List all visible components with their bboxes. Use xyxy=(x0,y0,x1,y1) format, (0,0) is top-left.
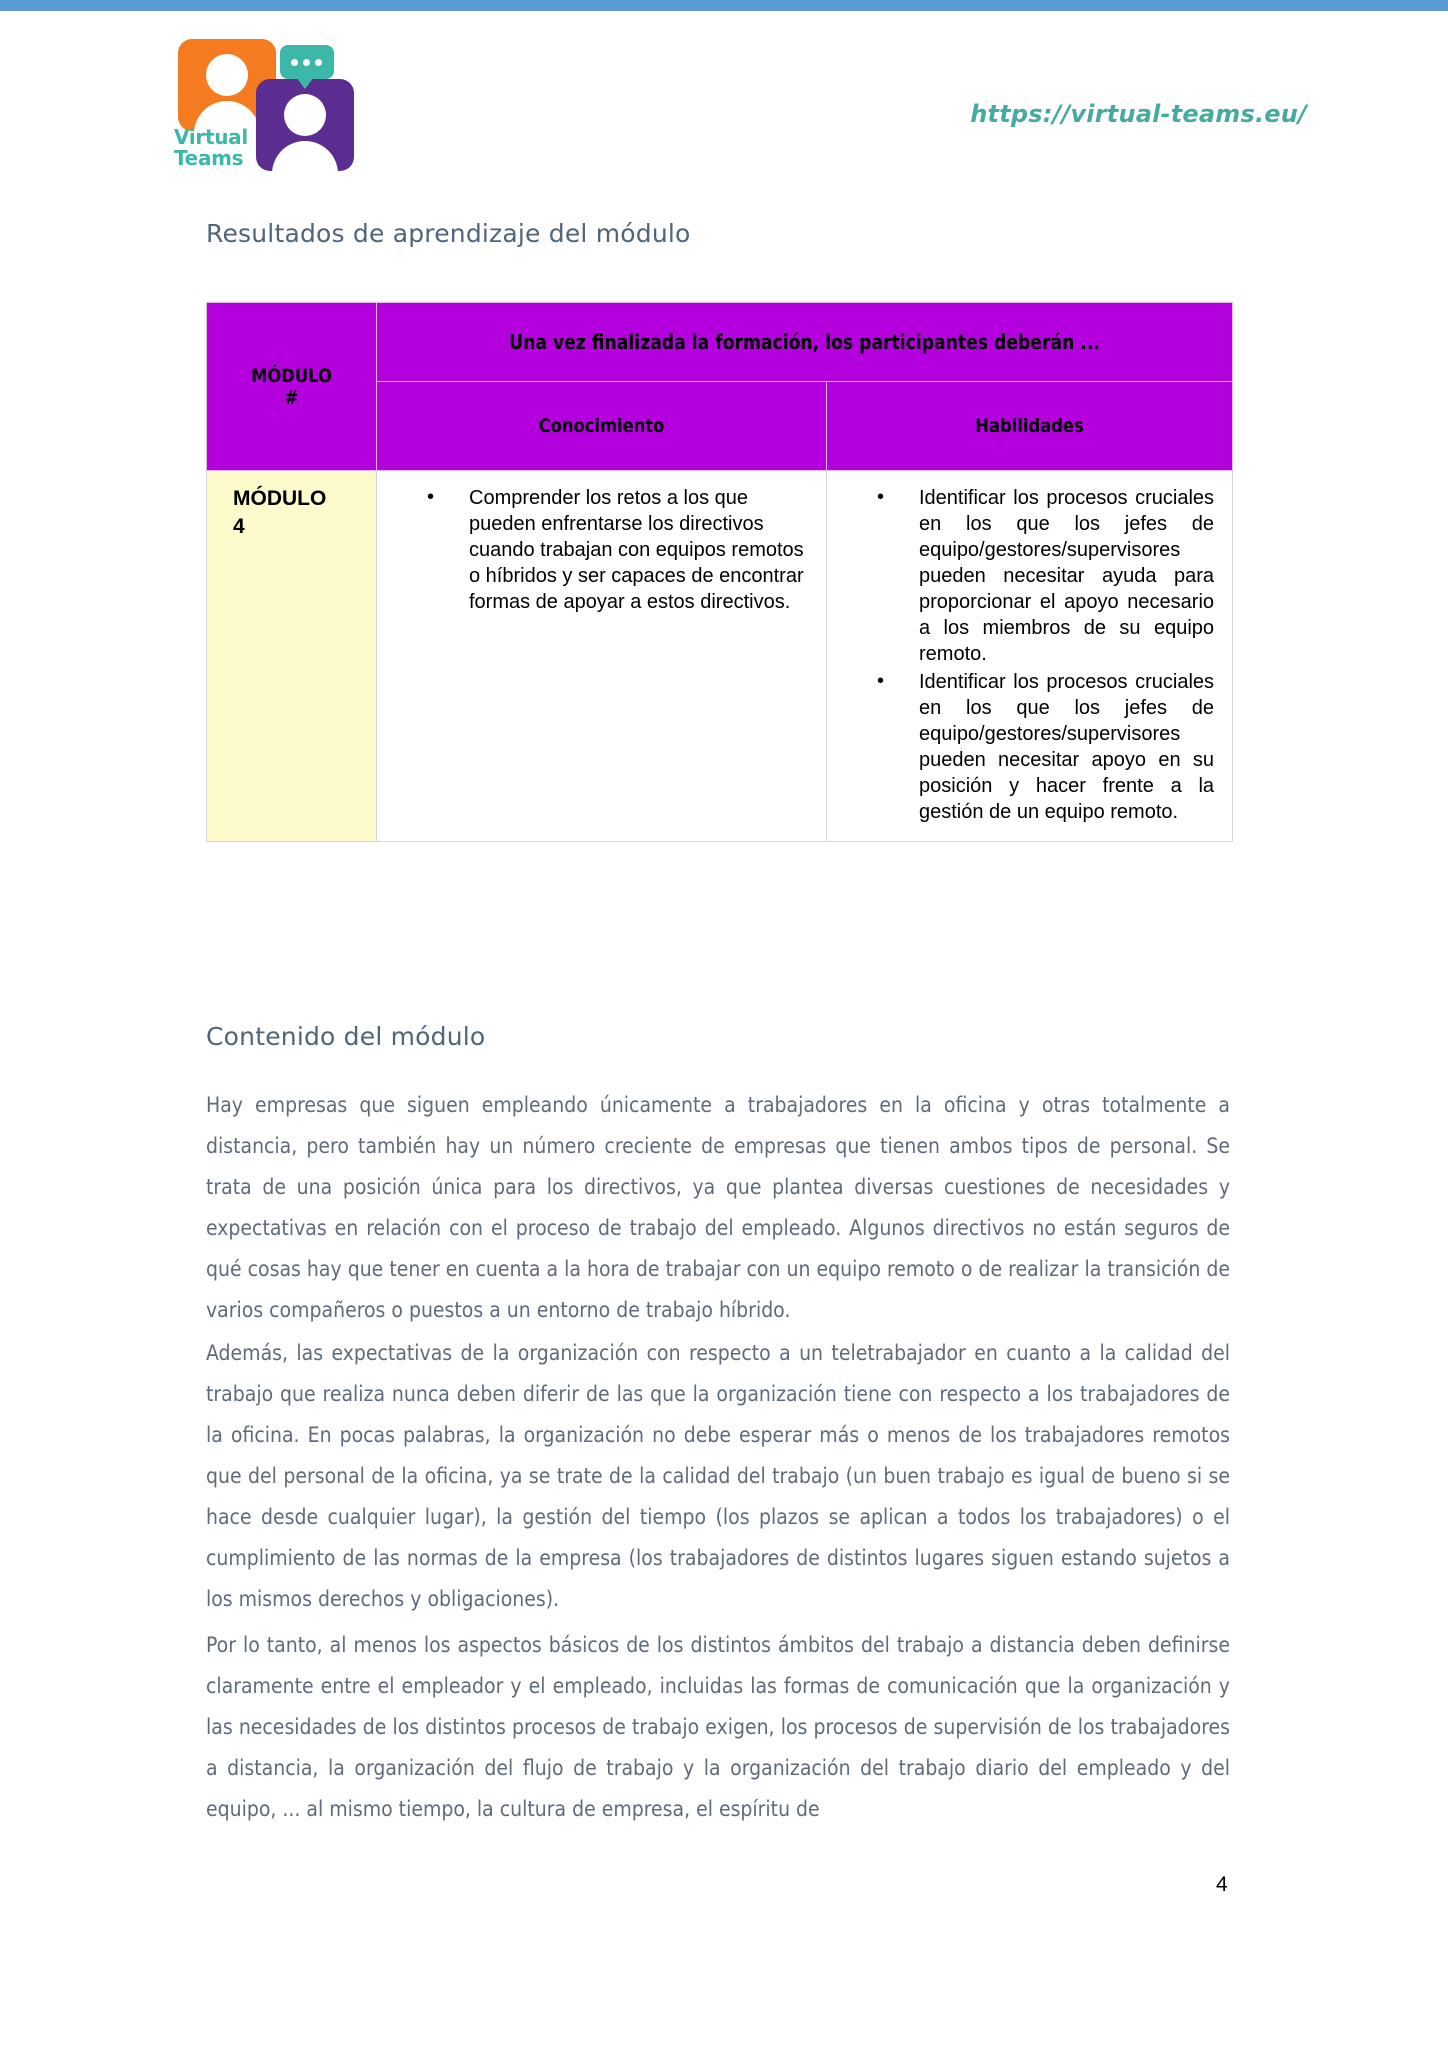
learning-outcomes-table xyxy=(206,302,1233,842)
content-paragraph: Hay empresas que siguen empleando únicamente a trabajadores en la oficina y otras totalmente a distancia, pero también hay un número creciente de empresas que tienen ambos tipos de personal. Se trata de una posición única para los directivos, ya que plantea diversas cuestiones de necesidades y expectativas en relación con el proceso de trabajo del empleado. Algunos directivos no están seguros de qué cosas hay que tener en cuenta a la hora de trabajar con un equipo remoto o de realizar la transición de varios compañeros o puestos a un entorno de trabajo híbrido. xyxy=(206,1093,1230,1322)
header-module-line1: MÓDULO xyxy=(251,364,332,387)
avatar-body-shape xyxy=(272,141,338,171)
header-cell-knowledge xyxy=(377,382,827,471)
heading-learning-outcomes: Resultados de aprendizaje del módulo xyxy=(206,219,691,248)
content-paragraph: Por lo tanto, al menos los aspectos básicos de los distintos ámbitos del trabajo a distancia deben definirse claramente entre el empleador y el empleado, incluidas las formas de comunicación que la organización y las necesidades de los distintos procesos de trabajo exigen, los procesos de supervisión de los trabajadores a distancia, la organización del flujo de trabajo y la organización del trabajo diario del empleado y del equipo, ... al mismo tiempo, la cultura de empresa, el espíritu de xyxy=(206,1633,1230,1821)
logo-wordmark-line2: Teams xyxy=(174,146,244,170)
chat-bubble-dot xyxy=(303,59,310,66)
header-module-line2: # xyxy=(284,386,299,409)
avatar-head-shape xyxy=(284,94,326,136)
logo-wordmark-line1: Virtual xyxy=(174,125,248,149)
header-once-trained-label: Una vez finalizada la formación, los participantes deberán ... xyxy=(509,330,1100,354)
knowledge-bullet-list xyxy=(383,485,808,615)
site-url[interactable]: https://virtual-teams.eu/ xyxy=(970,100,1307,128)
module-label-line2: 4 xyxy=(233,515,245,538)
logo-wordmark xyxy=(174,127,254,169)
header-cell-once-trained xyxy=(377,303,1233,382)
module-label-line1: MÓDULO xyxy=(233,487,327,510)
header-knowledge-label: Conocimiento xyxy=(538,415,665,437)
chat-bubble-tail xyxy=(296,77,314,89)
cell-skills xyxy=(827,471,1233,842)
person-avatar-purple-icon xyxy=(256,79,354,171)
skills-bullet-list xyxy=(833,485,1214,825)
header-cell-skills xyxy=(827,382,1233,471)
cell-knowledge xyxy=(377,471,827,842)
content-paragraph: Además, las expectativas de la organización con respecto a un teletrabajador en cuanto a la calidad del trabajo que realiza nunca deben diferir de las que la organización tiene con respecto a los trabajadores de la oficina. En pocas palabras, la organización no debe esperar más o menos de los trabajadores remotos que del personal de la oficina, ya se trate de la calidad del trabajo (un buen trabajo es igual de bueno si se hace desde cualquier lugar), la gestión del tiempo (los plazos se aplican a todos los trabajadores) o el cumplimiento de las normas de la empresa (los trabajadores de distintos lugares siguen estando sujetos a los mismos derechos y obligaciones). xyxy=(206,1341,1230,1611)
heading-module-content: Contenido del módulo xyxy=(206,1022,486,1051)
chat-bubble-dot xyxy=(291,59,298,66)
list-item: • Identificar los procesos cruciales en los que los jefes de equipo/gestores/supervisores pueden necesitar ayuda para proporcionar el apoyo necesario a los miembros de su equipo remoto. xyxy=(877,485,1214,667)
table-header-row-1 xyxy=(207,303,1233,382)
avatar-head-shape xyxy=(206,54,248,96)
table-row xyxy=(207,471,1233,842)
chat-bubble-icon xyxy=(280,45,334,85)
list-item: • Identificar los procesos cruciales en los que los jefes de equipo/gestores/supervisores pueden necesitar apoyo en su posición y hacer frente a la gestión de un equipo remoto. xyxy=(877,669,1214,825)
header-skills-label: Habilidades xyxy=(975,415,1084,437)
chat-bubble-dot xyxy=(315,59,322,66)
page-number: 4 xyxy=(1216,1873,1228,1896)
page-header xyxy=(0,11,1448,186)
cell-module-number xyxy=(207,471,377,842)
list-item: • Comprender los retos a los que pueden enfrentarse los directivos cuando trabajan con equipos remotos o híbridos y ser capaces de encontrar formas de apoyar a estos directivos. xyxy=(427,485,808,615)
header-cell-module xyxy=(207,303,377,471)
top-blue-rule xyxy=(0,0,1448,11)
virtual-teams-logo xyxy=(168,31,358,171)
